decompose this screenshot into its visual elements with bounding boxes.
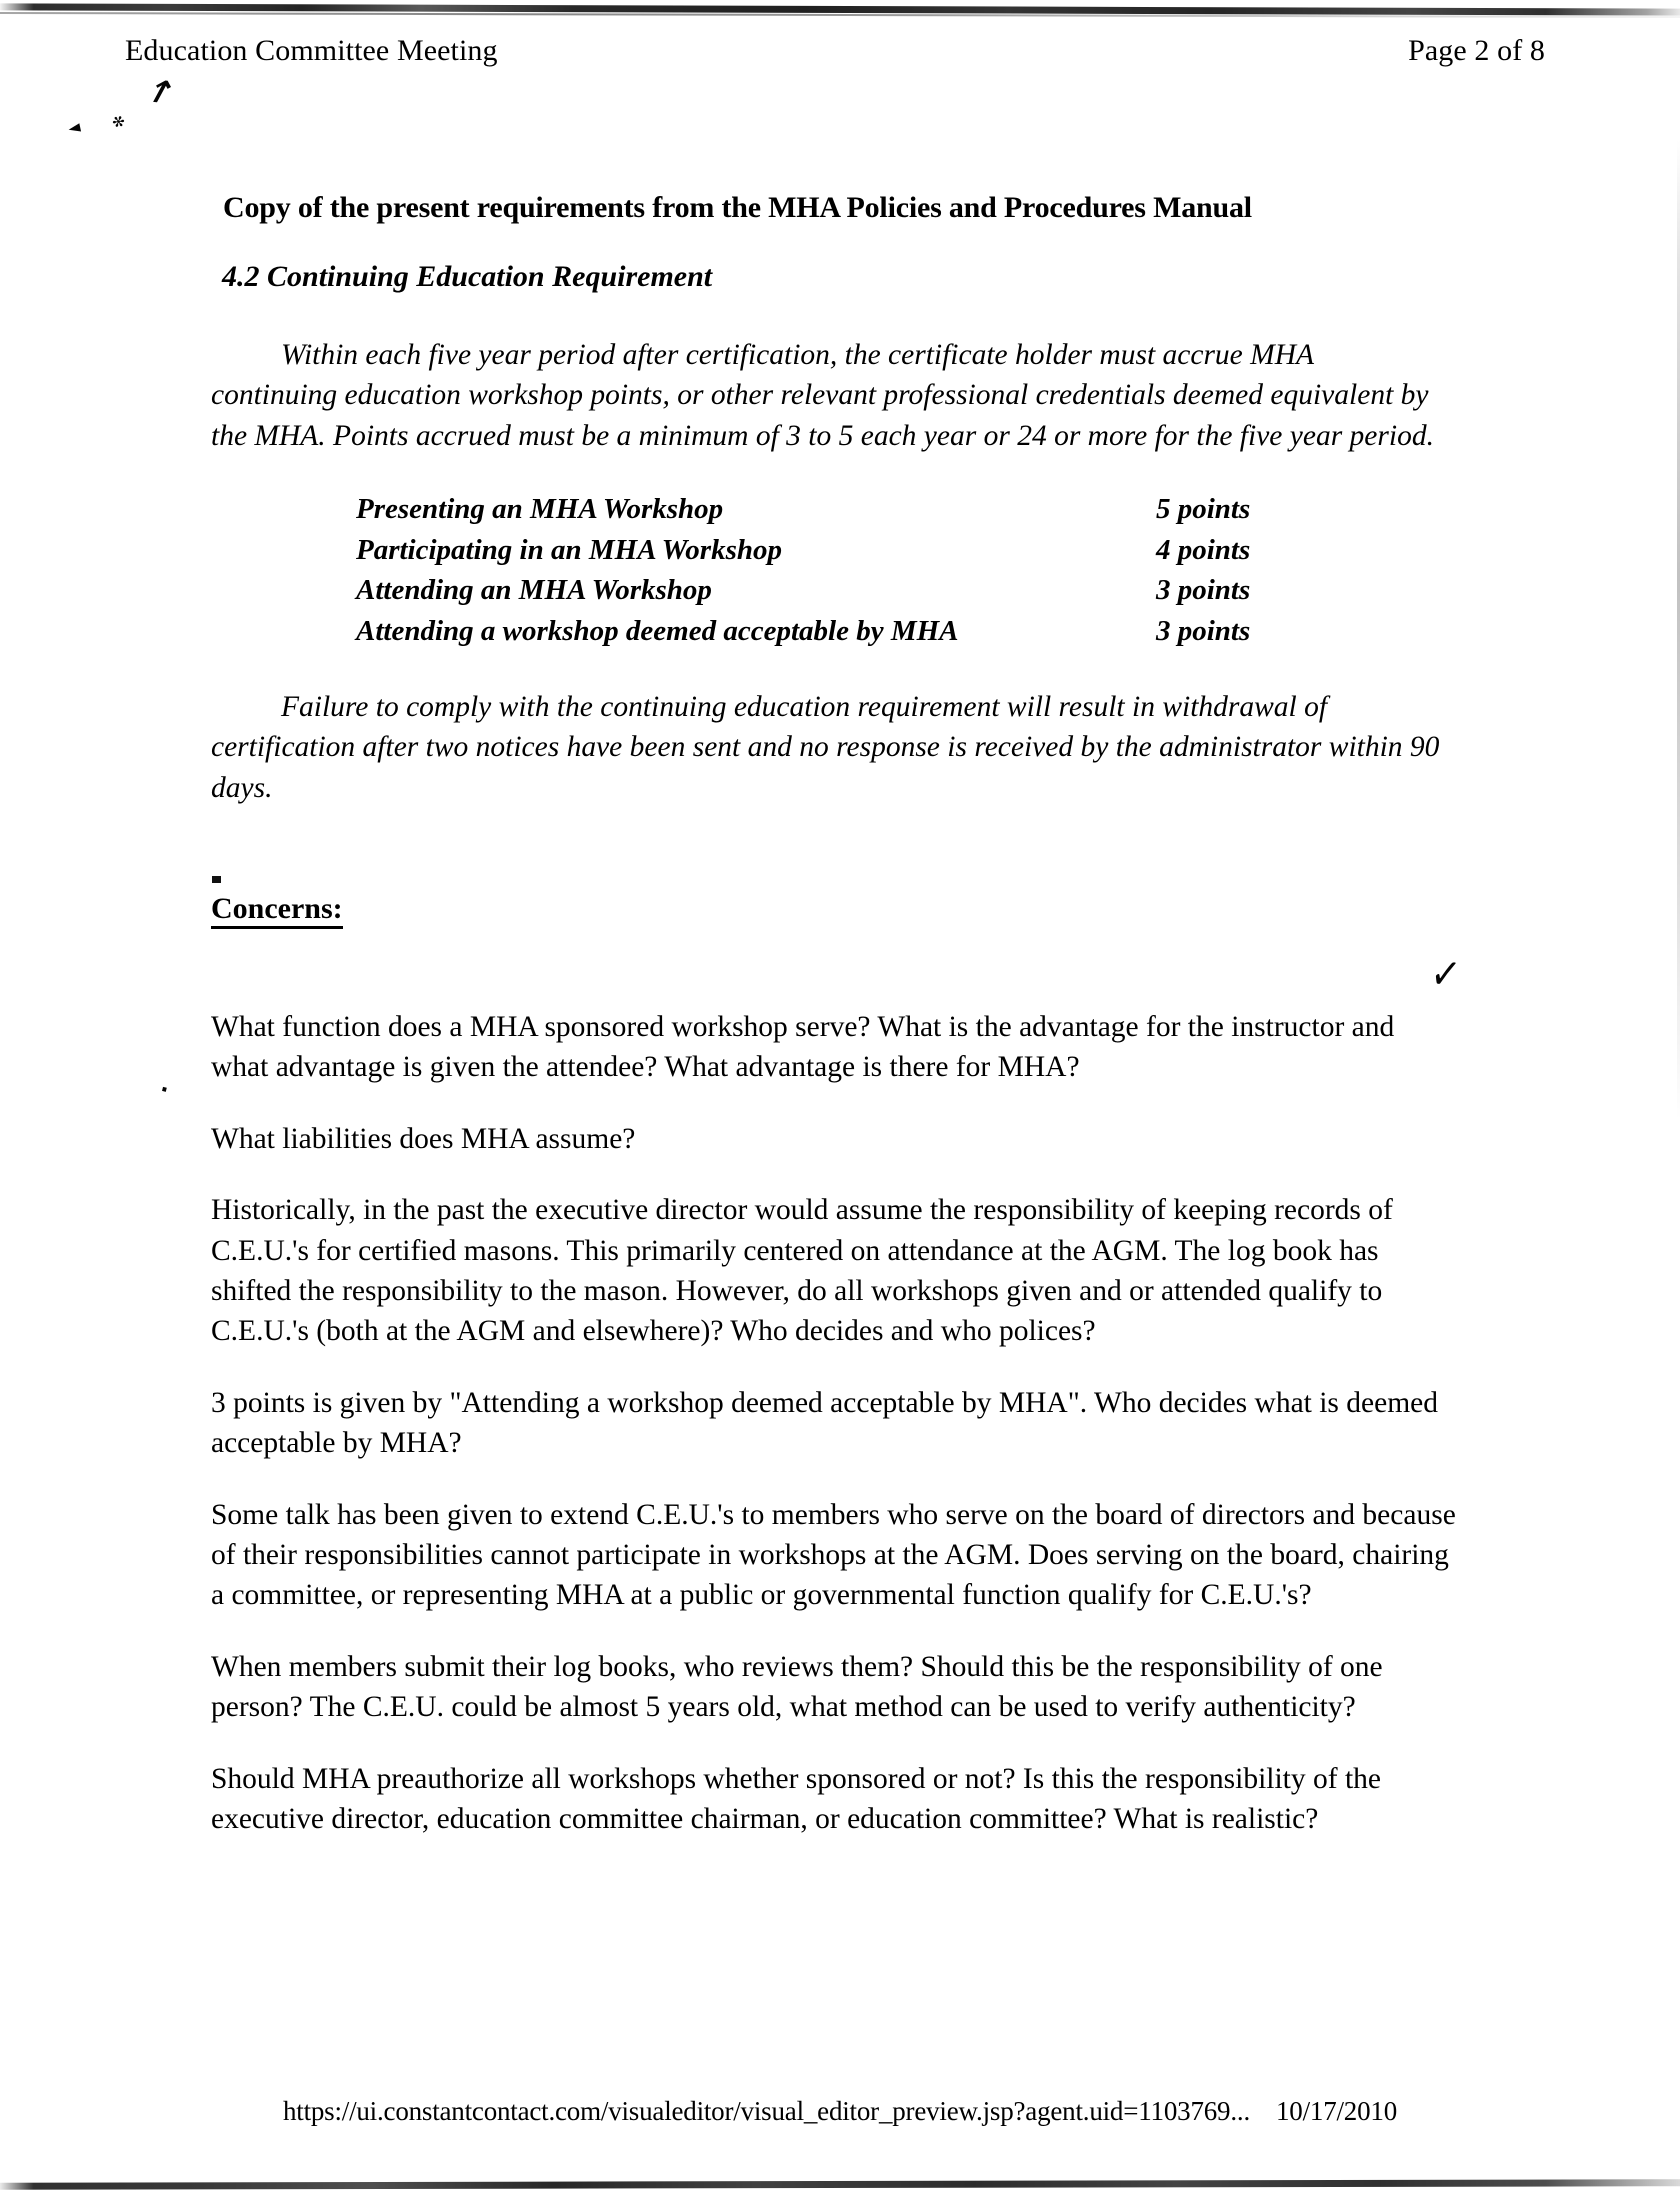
points-activity: Participating in an MHA Workshop (356, 533, 782, 566)
section-heading: Copy of the present requirements from the MHA Policies and Procedures Manual (223, 191, 1252, 224)
concern-paragraph-7: Should MHA preauthorize all workshops whether sponsored or not? Is this the responsibility of the executive director, education committee chairman, or education committee? What is realistic? (211, 1762, 1381, 1836)
points-table (356, 490, 1356, 653)
page-number-label: Page 2 of 8 (1408, 34, 1545, 67)
margin-dot-icon: · (157, 1077, 172, 1104)
document-title: Education Committee Meeting (125, 34, 498, 67)
points-activity: Presenting an MHA Workshop (356, 493, 724, 525)
concern-paragraph-6: When members submit their log books, who reviews them? Should this be the responsibility of one person? The C.E.U. could be almost 5 years old, what method can be used to verify authenticity? (211, 1650, 1383, 1724)
clause-subheading: 4.2 Continuing Education Requirement (222, 260, 713, 294)
concerns-heading: Concerns: (211, 892, 343, 929)
handwritten-checkmark-icon: ✓ (1427, 947, 1464, 1002)
table-row (356, 531, 1356, 572)
points-value: 4 points (1156, 533, 1251, 566)
points-activity: Attending an MHA Workshop (356, 574, 712, 607)
points-value: 3 points (1156, 615, 1251, 648)
concern-paragraph-1: What function does a MHA sponsored workshop serve? What is the advantage for the instructor and what advantage is given the attendee? What advantage is there for MHA? (211, 1010, 1395, 1084)
footer-source-url: https://ui.constantcontact.com/visualeditor/visual_editor_preview.jsp?agent.uid=1103769... (282, 2096, 1250, 2126)
policy-quote-paragraph (211, 335, 1441, 456)
scan-edge-bottom (0, 2179, 1680, 2190)
points-value: 5 points (1156, 493, 1251, 525)
policy-quote-text: Within each five year period after certification, the certificate holder must accrue MHA continuing education workshop points, or other relevant professional credentials deemed equivalent by the MHA. Points accrued must be a minimum of 3 to 5 each year or 24 or more for the five year period. (211, 338, 1434, 452)
document-body (211, 190, 1458, 1839)
pen-scribble-icon: ↗ (139, 72, 183, 114)
concerns-heading-wrapper (211, 891, 1458, 969)
pen-speck-icon: ✻ (109, 111, 128, 133)
pen-mark-icon: ◂ (66, 116, 83, 140)
concern-paragraph-5: Some talk has been given to extend C.E.U.'s to members who serve on the board of directors and because of their responsibilities cannot participate in workshops at the AGM. Does serving on the board, chairing a committee, or representing MHA at a public or governmental function qualify for C.E.U.'s? (211, 1498, 1456, 1612)
footer-print-date: 10/17/2010 (1276, 2096, 1398, 2126)
failure-clause-paragraph (211, 687, 1441, 808)
points-table-body (356, 490, 1356, 653)
points-value: 3 points (1156, 574, 1251, 607)
page-running-header (125, 34, 1545, 68)
table-row (356, 571, 1356, 612)
table-row (356, 490, 1356, 531)
concern-paragraph-3: Historically, in the past the executive director would assume the responsibility of keeping records of C.E.U.'s for certified masons. This primarily centered on attendance at the AGM. The log book has shifted the responsibility to the mason. However, do all workshops given and or attended qualify to C.E.U.'s (both at the AGM and elsewhere)? Who decides and who polices? (211, 1194, 1393, 1348)
concern-paragraph-2: What liabilities does MHA assume? (211, 1122, 636, 1155)
concern-paragraph-4: 3 points is given by "Attending a workshop deemed acceptable by MHA". Who decides what is deemed acceptable by MHA? (211, 1386, 1439, 1460)
table-row (356, 612, 1356, 653)
points-activity: Attending a workshop deemed acceptable by MHA (356, 615, 959, 648)
failure-clause-text: Failure to comply with the continuing education requirement will result in withdrawal of certification after two notices have been sent and no response is received by the administrator within 90 days. (211, 690, 1440, 804)
page-footer (0, 2096, 1680, 2127)
